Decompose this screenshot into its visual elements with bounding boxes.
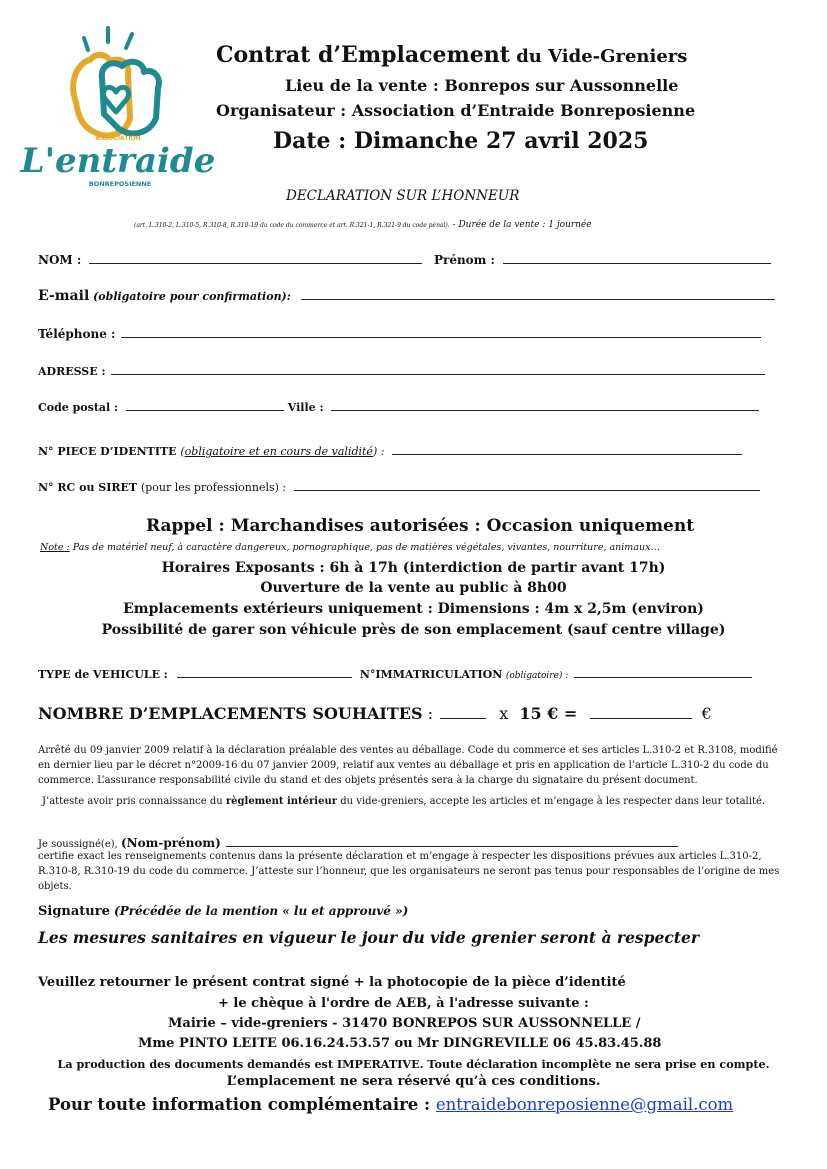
- rc-siret-row: N° RC ou SIRET (pour les professionnels) :: [38, 478, 760, 494]
- certification-paragraph: certifie exact les renseignements contenus dans la présente déclaration et m’engage à respecter les dispositions prévues aux articles L.310-2, R.310-8, R.310-19 du code du commerce. J’atteste sur l’honneur, que les organisateurs ne seront pas tenus pour responsables de l’origine de mes objets.: [38, 851, 780, 892]
- immatriculation-field[interactable]: [574, 665, 752, 678]
- telephone-row: Téléphone :: [38, 325, 761, 341]
- footer-cheque: + le chèque à l'ordre de AEB, à l'adresse suivante :: [218, 996, 589, 1011]
- rappel-note: Note : Pas de matériel neuf, à caractère dangereux, pornographique, pas de matières végétales, vivantes, nourriture, animaux…: [40, 542, 660, 553]
- association-logo: [20, 22, 216, 194]
- signature-label: Signature (Précédée de la mention « lu et approuvé »): [38, 904, 409, 919]
- total-field[interactable]: [590, 706, 692, 719]
- ville-field[interactable]: [331, 398, 759, 411]
- code-postal-row: Code postal : Ville :: [38, 398, 759, 414]
- svg-text:L'entraide: L'entraide: [20, 141, 216, 181]
- garer: Possibilité de garer son véhicule près de son emplacement (sauf centre village): [101, 622, 726, 638]
- ouverture: Ouverture de la vente au public à 8h00: [260, 580, 567, 596]
- nom-row: NOM : Prénom :: [38, 251, 771, 267]
- mesures-sanitaires: Les mesures sanitaires en vigueur le jour du vide grenier seront à respecter: [38, 928, 699, 947]
- hands-heart-icon: [20, 22, 216, 194]
- rappel-title: Rappel : Marchandises autorisées : Occasion uniquement: [146, 516, 695, 536]
- svg-text:ASSOCIATION: ASSOCIATION: [95, 135, 141, 142]
- soussigne-row: Je soussigné(e), (Nom-prénom): [38, 834, 678, 850]
- emplacements: Emplacements extérieurs uniquement : Dimensions : 4m x 2,5m (environ): [123, 601, 704, 617]
- nombre-emplacements-row: NOMBRE D’EMPLACEMENTS SOUHAITES : x 15 € = €: [38, 704, 712, 723]
- prenom-field[interactable]: [503, 251, 771, 264]
- adresse-field[interactable]: [111, 362, 765, 375]
- lieu-de-vente: Lieu de la vente : Bonrepos sur Aussonnelle: [285, 76, 679, 95]
- document-title: Contrat d’Emplacement du Vide-Greniers: [216, 42, 688, 68]
- footer-retour: Veuillez retourner le présent contrat signé + la photocopie de la pièce d’identité: [38, 975, 626, 990]
- legal-references: (art. L.310-2, L.310-5, R.310-8, R.310-19 du code du commerce et art. R.321-1, R.321-9 du code pénal). - Durée de la vente : 1 journée: [134, 220, 592, 230]
- horaires: Horaires Exposants : 6h à 17h (interdiction de partir avant 17h): [161, 560, 666, 576]
- vehicule-row: TYPE de VEHICULE : N°IMMATRICULATION (obligatoire) :: [38, 665, 752, 681]
- nombre-emplacements-field[interactable]: [440, 706, 486, 719]
- email-field[interactable]: [301, 287, 775, 300]
- telephone-field[interactable]: [121, 325, 761, 338]
- reglement-paragraph: J’atteste avoir pris connaissance du règlement intérieur du vide-greniers, accepte les articles et m’engage à les respecter dans leur totalité.: [42, 796, 766, 807]
- nom-field[interactable]: [89, 251, 422, 264]
- type-vehicule-field[interactable]: [177, 665, 352, 678]
- declaration-title: DECLARATION SUR L’HONNEUR: [286, 188, 520, 204]
- svg-text:BONREPOSIENNE: BONREPOSIENNE: [88, 180, 152, 188]
- event-date: Date : Dimanche 27 avril 2025: [273, 128, 649, 154]
- nom-prenom-field[interactable]: [226, 834, 678, 847]
- piece-identite-field[interactable]: [392, 442, 742, 455]
- legal-paragraph: Arrêté du 09 janvier 2009 relatif à la déclaration préalable des ventes au déballage. Code du commerce et ses articles L.310-2 et R.3108, modifié en dernier lieu par le décret n°2009-16 du 07 janvier 2009, relatif aux ventes au déballage et pris en application de l’article L.310-2 du code du commerce. L’assurance responsabilité civile du stand et des objets présentés sera à la charge du signataire du présent document.: [38, 745, 778, 786]
- footer-info: Pour toute information complémentaire : entraidebonreposienne@gmail.com: [48, 1095, 734, 1114]
- footer-conditions: L’emplacement ne sera réservé qu’à ces conditions.: [226, 1074, 601, 1089]
- organisateur: Organisateur : Association d’Entraide Bonreposienne: [216, 101, 696, 120]
- code-postal-field[interactable]: [126, 398, 284, 411]
- footer-imperative: La production des documents demandés est IMPERATIVE. Toute déclaration incomplète ne sera prise en compte.: [57, 1057, 770, 1071]
- email-row: E-mail (obligatoire pour confirmation):: [38, 287, 775, 304]
- contact-email-link[interactable]: entraidebonreposienne@gmail.com: [435, 1095, 734, 1114]
- adresse-row: ADRESSE :: [38, 362, 765, 378]
- footer-adresse: Mairie – vide-greniers - 31470 BONREPOS SUR AUSSONNELLE /: [168, 1016, 641, 1031]
- rc-siret-field[interactable]: [294, 478, 760, 491]
- footer-contacts: Mme PINTO LEITE 06.16.24.53.57 ou Mr DINGREVILLE 06 45.83.45.88: [138, 1036, 662, 1051]
- piece-identite-row: N° PIECE D’IDENTITE (obligatoire et en cours de validité) :: [38, 442, 742, 458]
